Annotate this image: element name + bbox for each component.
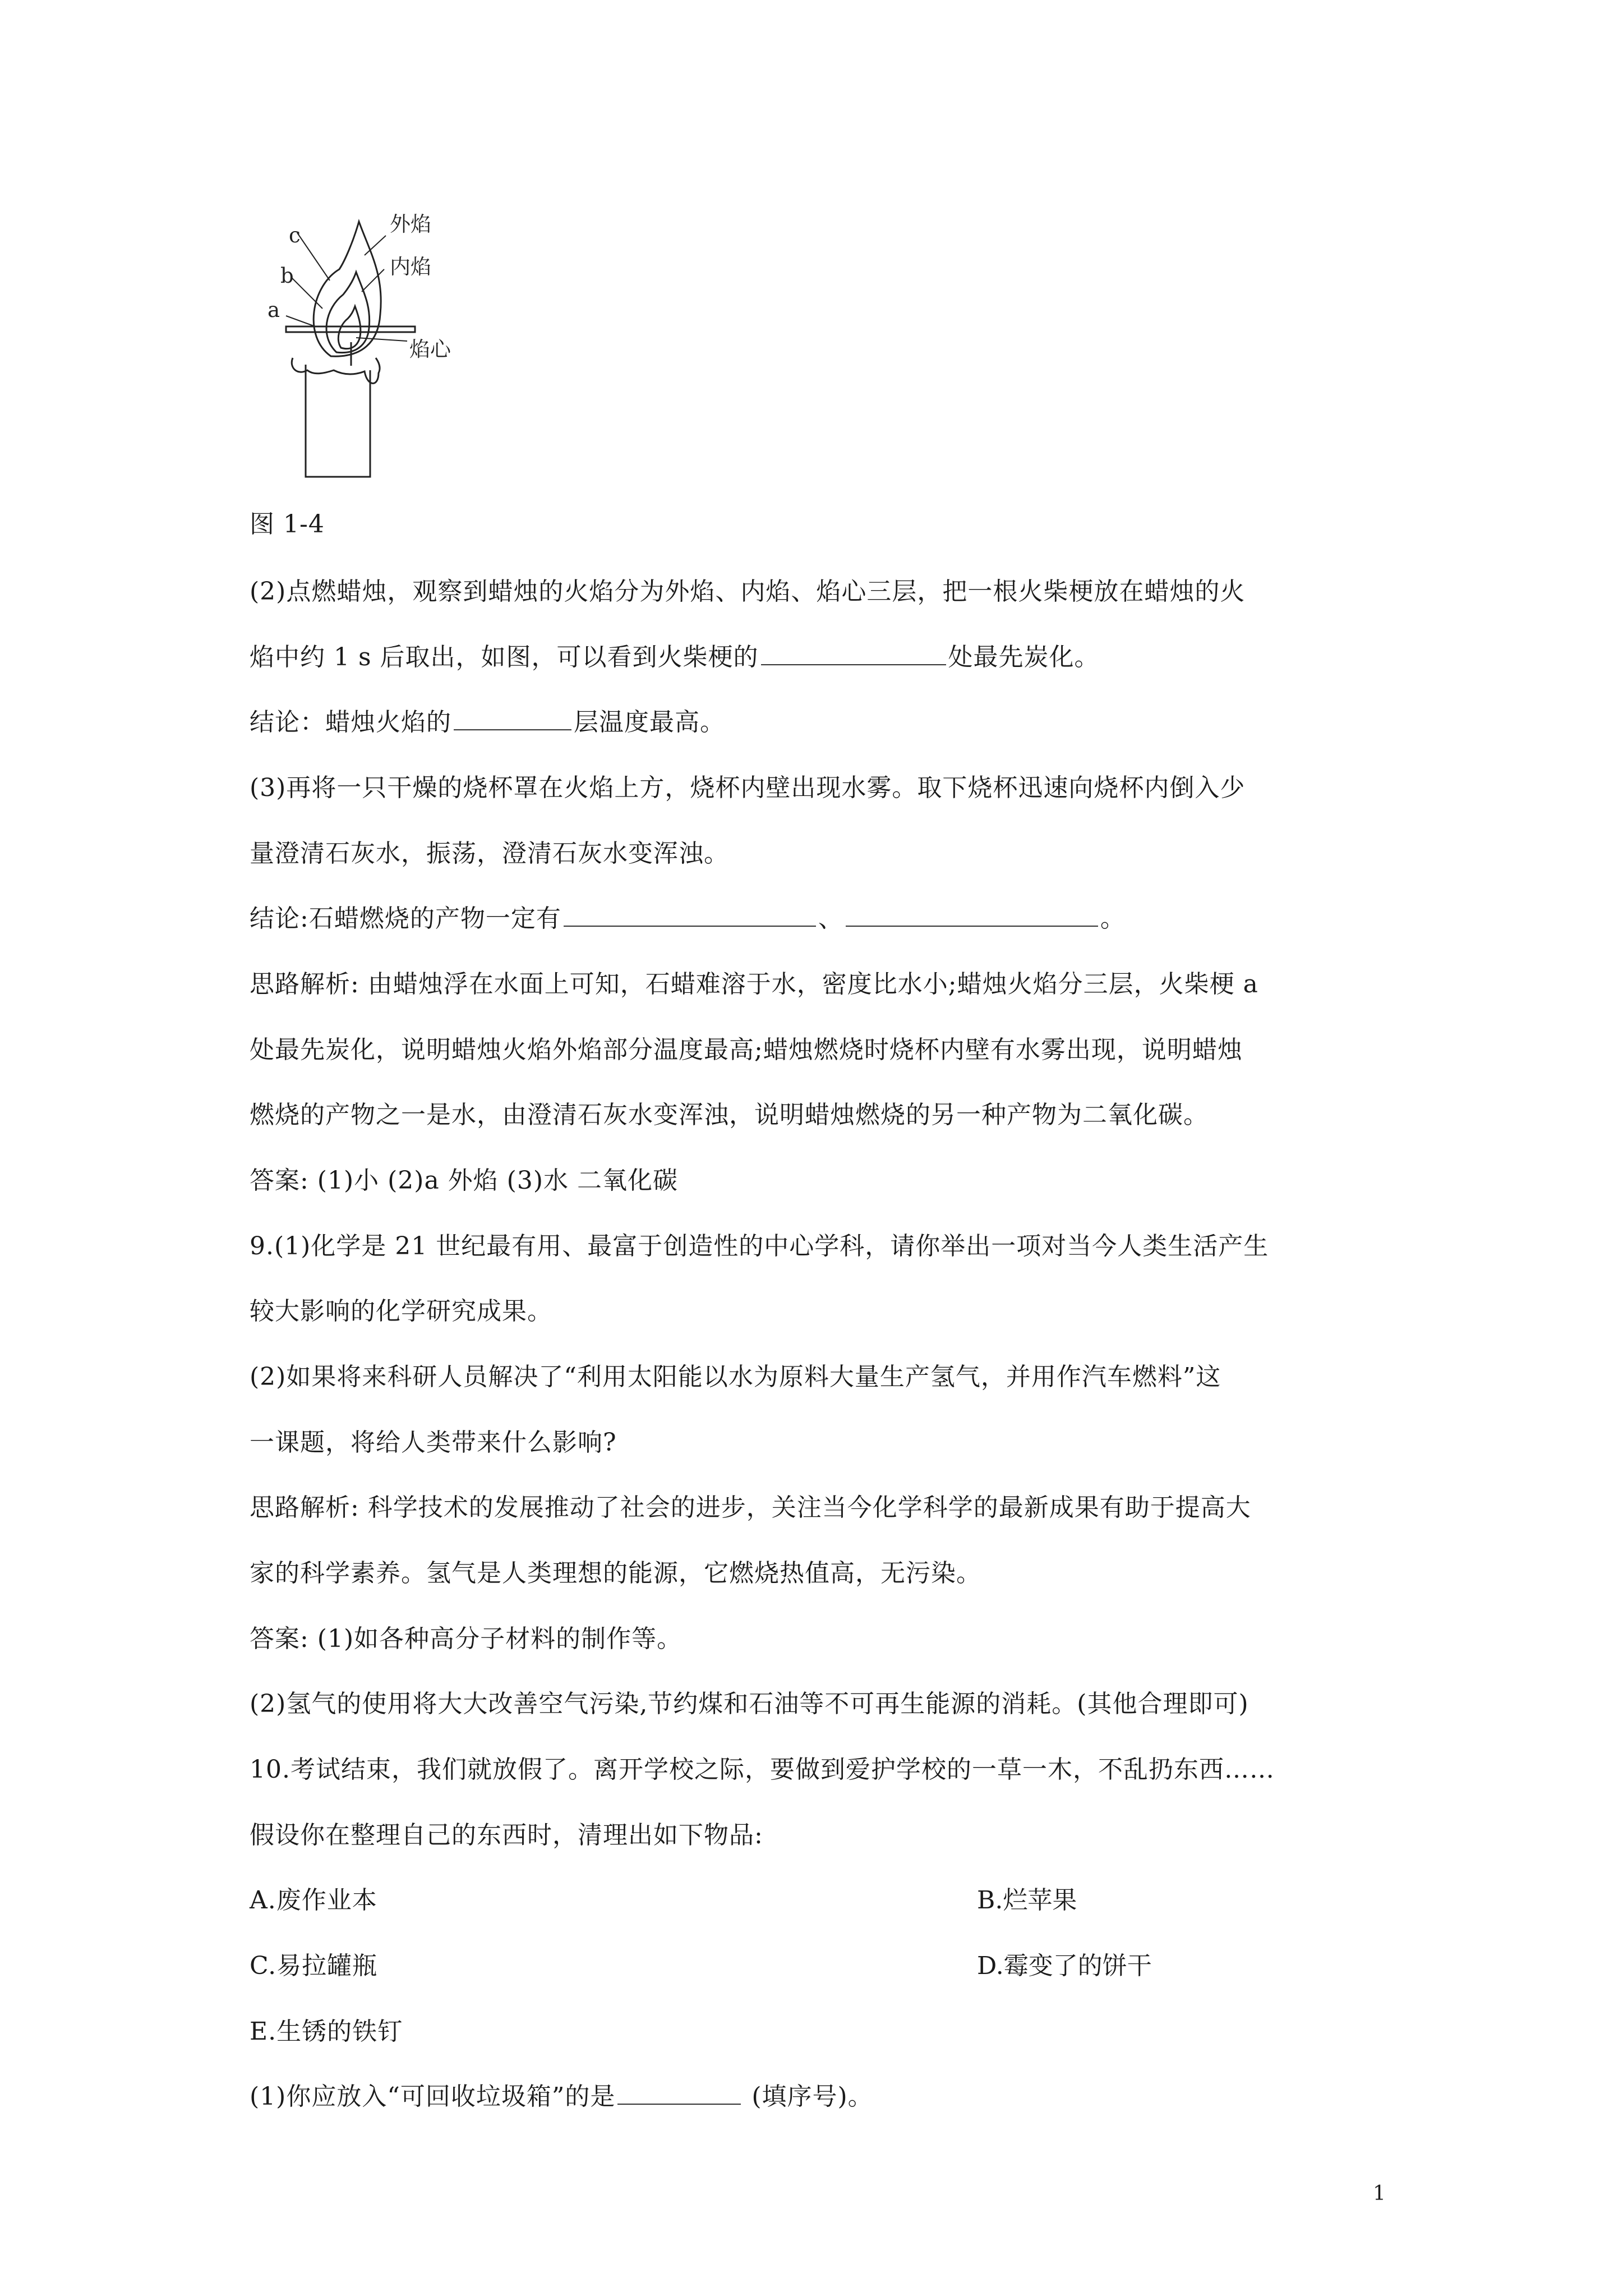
answer-blank-5[interactable] xyxy=(617,2081,741,2105)
q8-conclusion1-a: 结论：蜡烛火焰的 xyxy=(250,708,451,737)
q8-part3-line2: 量澄清石灰水，振荡，澄清石灰水变浑浊。 xyxy=(250,839,729,868)
label-c: c xyxy=(289,223,301,247)
label-b: b xyxy=(280,264,294,288)
q9-answer-line2: (2)氢气的使用将大大改善空气污染,节约煤和石油等不可再生能源的消耗。(其他合理即可) xyxy=(250,1690,1249,1718)
answer-blank-2[interactable] xyxy=(454,707,571,730)
q10-option-a: A.废作业本 xyxy=(250,1886,377,1915)
q8-answer: 答案: (1)小 (2)a 外焰 (3)水 二氧化碳 xyxy=(250,1166,678,1195)
q8-analysis-line1: 思路解析: 由蜡烛浮在水面上可知，石蜡难溶于水，密度比水小;蜡烛火焰分三层，火柴梗 a xyxy=(250,970,1258,999)
q8-conclusion2-end: 。 xyxy=(1100,904,1126,933)
q8-part3-line1: (3)再将一只干燥的烧杯罩在火焰上方，烧杯内壁出现水雾。取下烧杯迅速向烧杯内倒入少 xyxy=(250,774,1246,802)
q10-sub1-a: (1)你应放入“可回收垃圾箱”的是 xyxy=(250,2082,616,2111)
q10-line1: 10.考试结束，我们就放假了。离开学校之际，要做到爱护学校的一草一木，不乱扔东西…… xyxy=(250,1755,1275,1784)
candle-diagram xyxy=(241,208,494,482)
answer-blank-1[interactable] xyxy=(761,642,946,665)
label-a: a xyxy=(268,298,280,322)
candle-flame-figure xyxy=(241,208,494,482)
q9-line4: 一课题，将给人类带来什么影响? xyxy=(250,1428,617,1457)
q8-conclusion1-b: 层温度最高。 xyxy=(574,708,725,737)
q10-option-b: B.烂苹果 xyxy=(977,1886,1077,1915)
figure-caption: 图 1-4 xyxy=(250,510,325,539)
q8-conclusion2-sep: 、 xyxy=(818,904,843,933)
q8-conclusion2-a: 结论:石蜡燃烧的产物一定有 xyxy=(250,904,561,933)
q9-line2: 较大影响的化学研究成果。 xyxy=(250,1297,552,1326)
q9-answer-line1: 答案: (1)如各种高分子材料的制作等。 xyxy=(250,1625,683,1653)
q10-sub1-b: (填序号)。 xyxy=(743,2082,873,2111)
q10-line2: 假设你在整理自己的东西时，清理出如下物品: xyxy=(250,1821,763,1849)
label-outer-flame: 外焰 xyxy=(390,212,431,236)
q10-option-d: D.霉变了的饼干 xyxy=(977,1952,1152,1980)
q10-option-e: E.生锈的铁钉 xyxy=(250,2017,403,2046)
q9-line3: (2)如果将来科研人员解决了“利用太阳能以水为原料大量生产氢气，并用作汽车燃料”这 xyxy=(250,1363,1221,1391)
answer-blank-4[interactable] xyxy=(846,903,1098,927)
q8-part2-line1: (2)点燃蜡烛，观察到蜡烛的火焰分为外焰、内焰、焰心三层，把一根火柴梗放在蜡烛的火 xyxy=(250,577,1246,606)
q9-line1: 9.(1)化学是 21 世纪最有用、最富于创造性的中心学科，请你举出一项对当今人类生活产生 xyxy=(250,1232,1269,1260)
q10-option-c: C.易拉罐瓶 xyxy=(250,1952,378,1980)
q8-analysis-line3: 燃烧的产物之一是水，由澄清石灰水变浑浊，说明蜡烛燃烧的另一种产物为二氧化碳。 xyxy=(250,1101,1209,1129)
q10-sub1 xyxy=(250,2080,873,2114)
q9-analysis-line1: 思路解析: 科学技术的发展推动了社会的进步，关注当今化学科学的最新成果有助于提高大 xyxy=(250,1493,1251,1522)
label-flame-core: 焰心 xyxy=(409,337,451,361)
label-inner-flame: 内焰 xyxy=(390,255,431,279)
q8-conclusion1 xyxy=(250,706,725,739)
q8-part2-text-a: 焰中约 1 s 后取出，如图，可以看到火柴梗的 xyxy=(250,643,759,671)
q8-part2-line2 xyxy=(250,641,1100,674)
q9-analysis-line2: 家的科学素养。氢气是人类理想的能源，它燃烧热值高，无污染。 xyxy=(250,1559,981,1588)
q8-analysis-line2: 处最先炭化，说明蜡烛火焰外焰部分温度最高;蜡烛燃烧时烧杯内壁有水雾出现，说明蜡烛 xyxy=(250,1036,1243,1064)
answer-blank-3[interactable] xyxy=(564,903,816,927)
q8-part2-text-b: 处最先炭化。 xyxy=(948,643,1100,671)
q8-conclusion2 xyxy=(250,902,1126,936)
page-number: 1 xyxy=(1373,2182,1386,2205)
